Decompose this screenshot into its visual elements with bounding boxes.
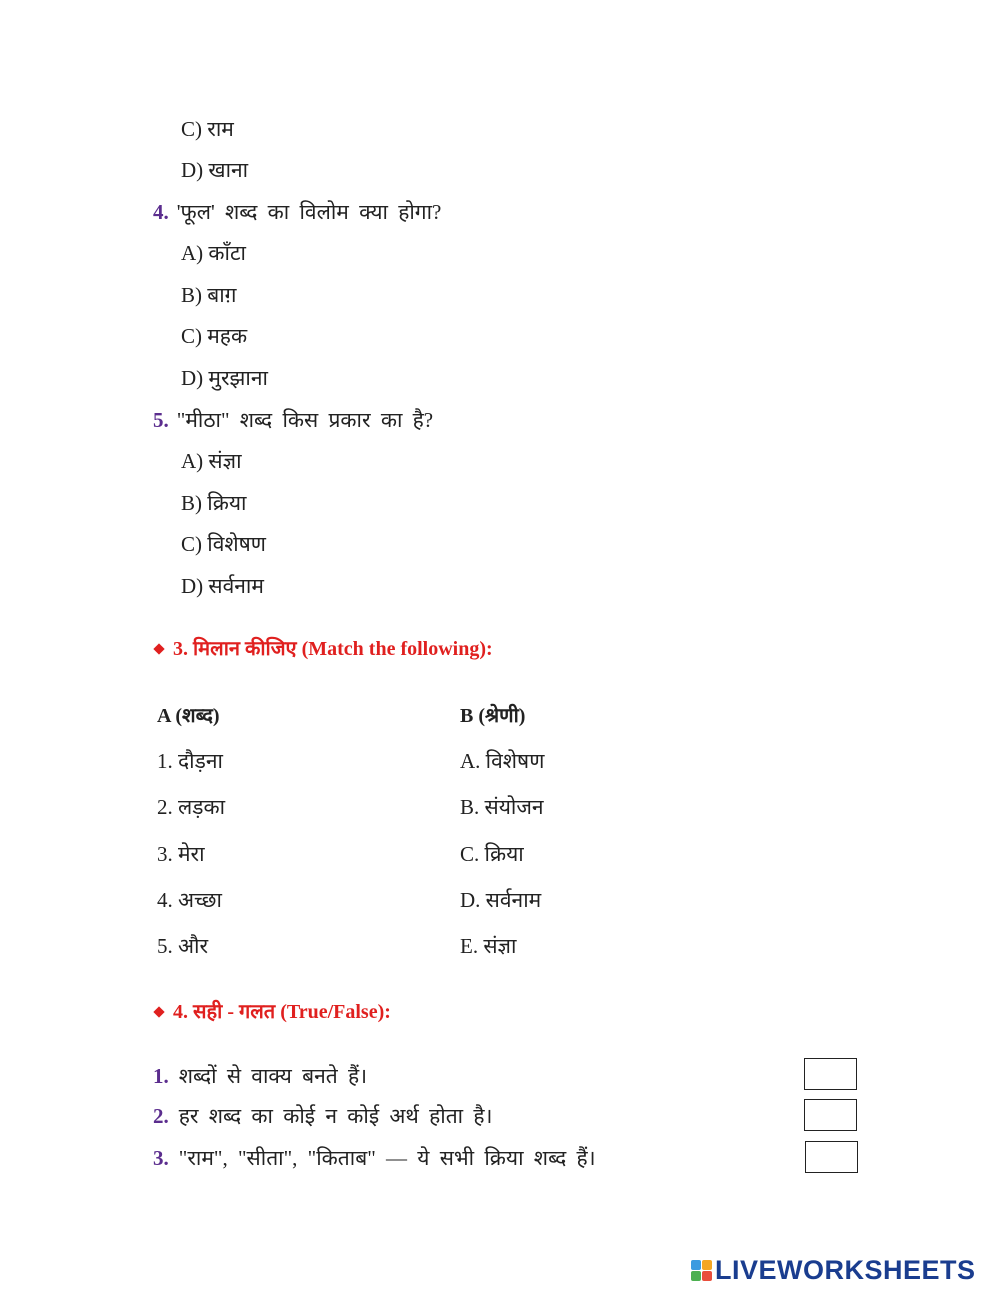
q5-option-b: B) क्रिया [181,491,247,515]
q4-option-b: B) बाग़ [181,283,237,307]
question-number: 4. [153,200,169,224]
answer-box-1[interactable] [804,1058,857,1090]
question-4 [153,199,441,225]
question-number: 5. [153,408,169,432]
match-a-item: 1. दौड़ना [157,749,223,773]
logo-text: LIVEWORKSHEETS [715,1254,976,1285]
logo-mark-icon [691,1260,712,1281]
column-b-header: B (श्रेणी) [460,705,526,727]
item-text: शब्दों से वाक्य बनते हैं। [178,1064,368,1088]
q4-option-a: A) काँटा [181,241,246,265]
diamond-bullet-icon [153,1006,164,1017]
q5-option-a: A) संज्ञा [181,449,242,473]
logo-square [702,1260,712,1270]
logo-square [691,1260,701,1270]
match-b-item: A. विशेषण [460,749,545,773]
q4-option-d: D) मुरझाना [181,366,268,390]
true-false-item [153,1063,367,1089]
q5-option-c: C) विशेषण [181,532,266,556]
answer-box-2[interactable] [804,1099,857,1131]
item-number: 2. [153,1104,169,1128]
logo-square [702,1271,712,1281]
answer-box-3[interactable] [805,1141,858,1173]
question-5 [153,407,433,433]
q5-option-d: D) सर्वनाम [181,574,264,598]
liveworksheets-logo [691,1255,976,1285]
question-text: "मीठा" शब्द किस प्रकार का है? [176,408,434,432]
item-text: हर शब्द का कोई न कोई अर्थ होता है। [178,1104,493,1128]
diamond-bullet-icon [153,643,164,654]
match-a-item: 2. लड़का [157,795,226,819]
match-b-item: C. क्रिया [460,842,524,866]
match-b-item: B. संयोजन [460,795,544,819]
section-4-heading [155,999,391,1025]
q4-option-c: C) महक [181,324,248,348]
question-text: 'फूल' शब्द का विलोम क्या होगा? [176,200,442,224]
true-false-item [153,1145,596,1171]
true-false-item [153,1103,492,1129]
column-a-header: A (शब्द) [157,705,220,727]
match-a-item: 3. मेरा [157,842,205,866]
option-d: D) खाना [181,158,249,182]
match-a-item: 5. और [157,934,209,958]
section-3-heading [155,636,493,662]
section-3-title: 3. मिलान कीजिए (Match the following): [173,638,493,660]
logo-square [691,1271,701,1281]
section-4-title: 4. सही - गलत (True/False): [173,1001,391,1023]
item-number: 3. [153,1146,169,1170]
item-number: 1. [153,1064,169,1088]
match-b-item: D. सर्वनाम [460,888,542,912]
option-c: C) राम [181,117,234,141]
item-text: "राम", "सीता", "किताब" — ये सभी क्रिया शब्द हैं। [178,1146,596,1170]
match-a-item: 4. अच्छा [157,888,222,912]
match-b-item: E. संज्ञा [460,934,517,958]
